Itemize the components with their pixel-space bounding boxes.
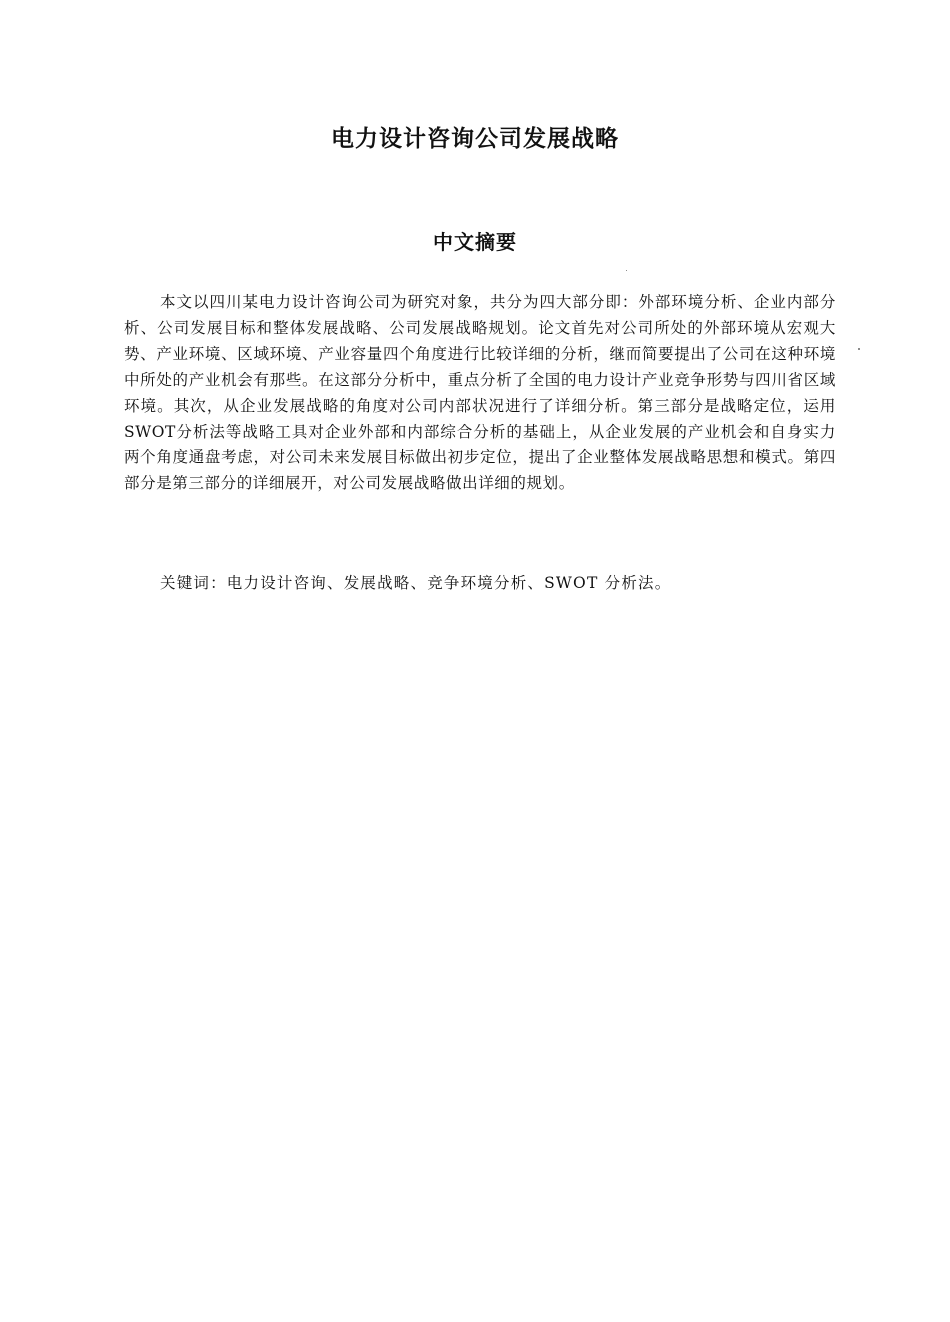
scan-speck [858,348,860,350]
abstract-body: 本文以四川某电力设计咨询公司为研究对象，共分为四大部分即：外部环境分析、企业内部分析、公司发展目标和整体发展战略、公司发展战略规划。论文首先对公司所处的外部环境从宏观大势、产业环境、区域环境、产业容量四个角度进行比较详细的分析，继而简要提出了公司在这种环境中所处的产业机会有那些。在这部分分析中，重点分析了全国的电力设计产业竞争形势与四川省区域环境。其次，从企业发展战略的角度对公司内部状况进行了详细分析。第三部分是战略定位，运用SWOT分析法等战略工具对企业外部和内部综合分析的基础上，从企业发展的产业机会和自身实力两个角度通盘考虑，对公司未来发展目标做出初步定位，提出了企业整体发展战略思想和模式。第四部分是第三部分的详细展开，对公司发展战略做出详细的规划。 [124,293,836,493]
abstract-heading: 中文摘要 [433,230,517,254]
document-title: 电力设计咨询公司发展战略 [331,126,619,152]
keywords-line: 关键词：电力设计咨询、发展战略、竞争环境分析、SWOT 分析法。 [160,574,672,592]
scan-speck [626,270,627,271]
